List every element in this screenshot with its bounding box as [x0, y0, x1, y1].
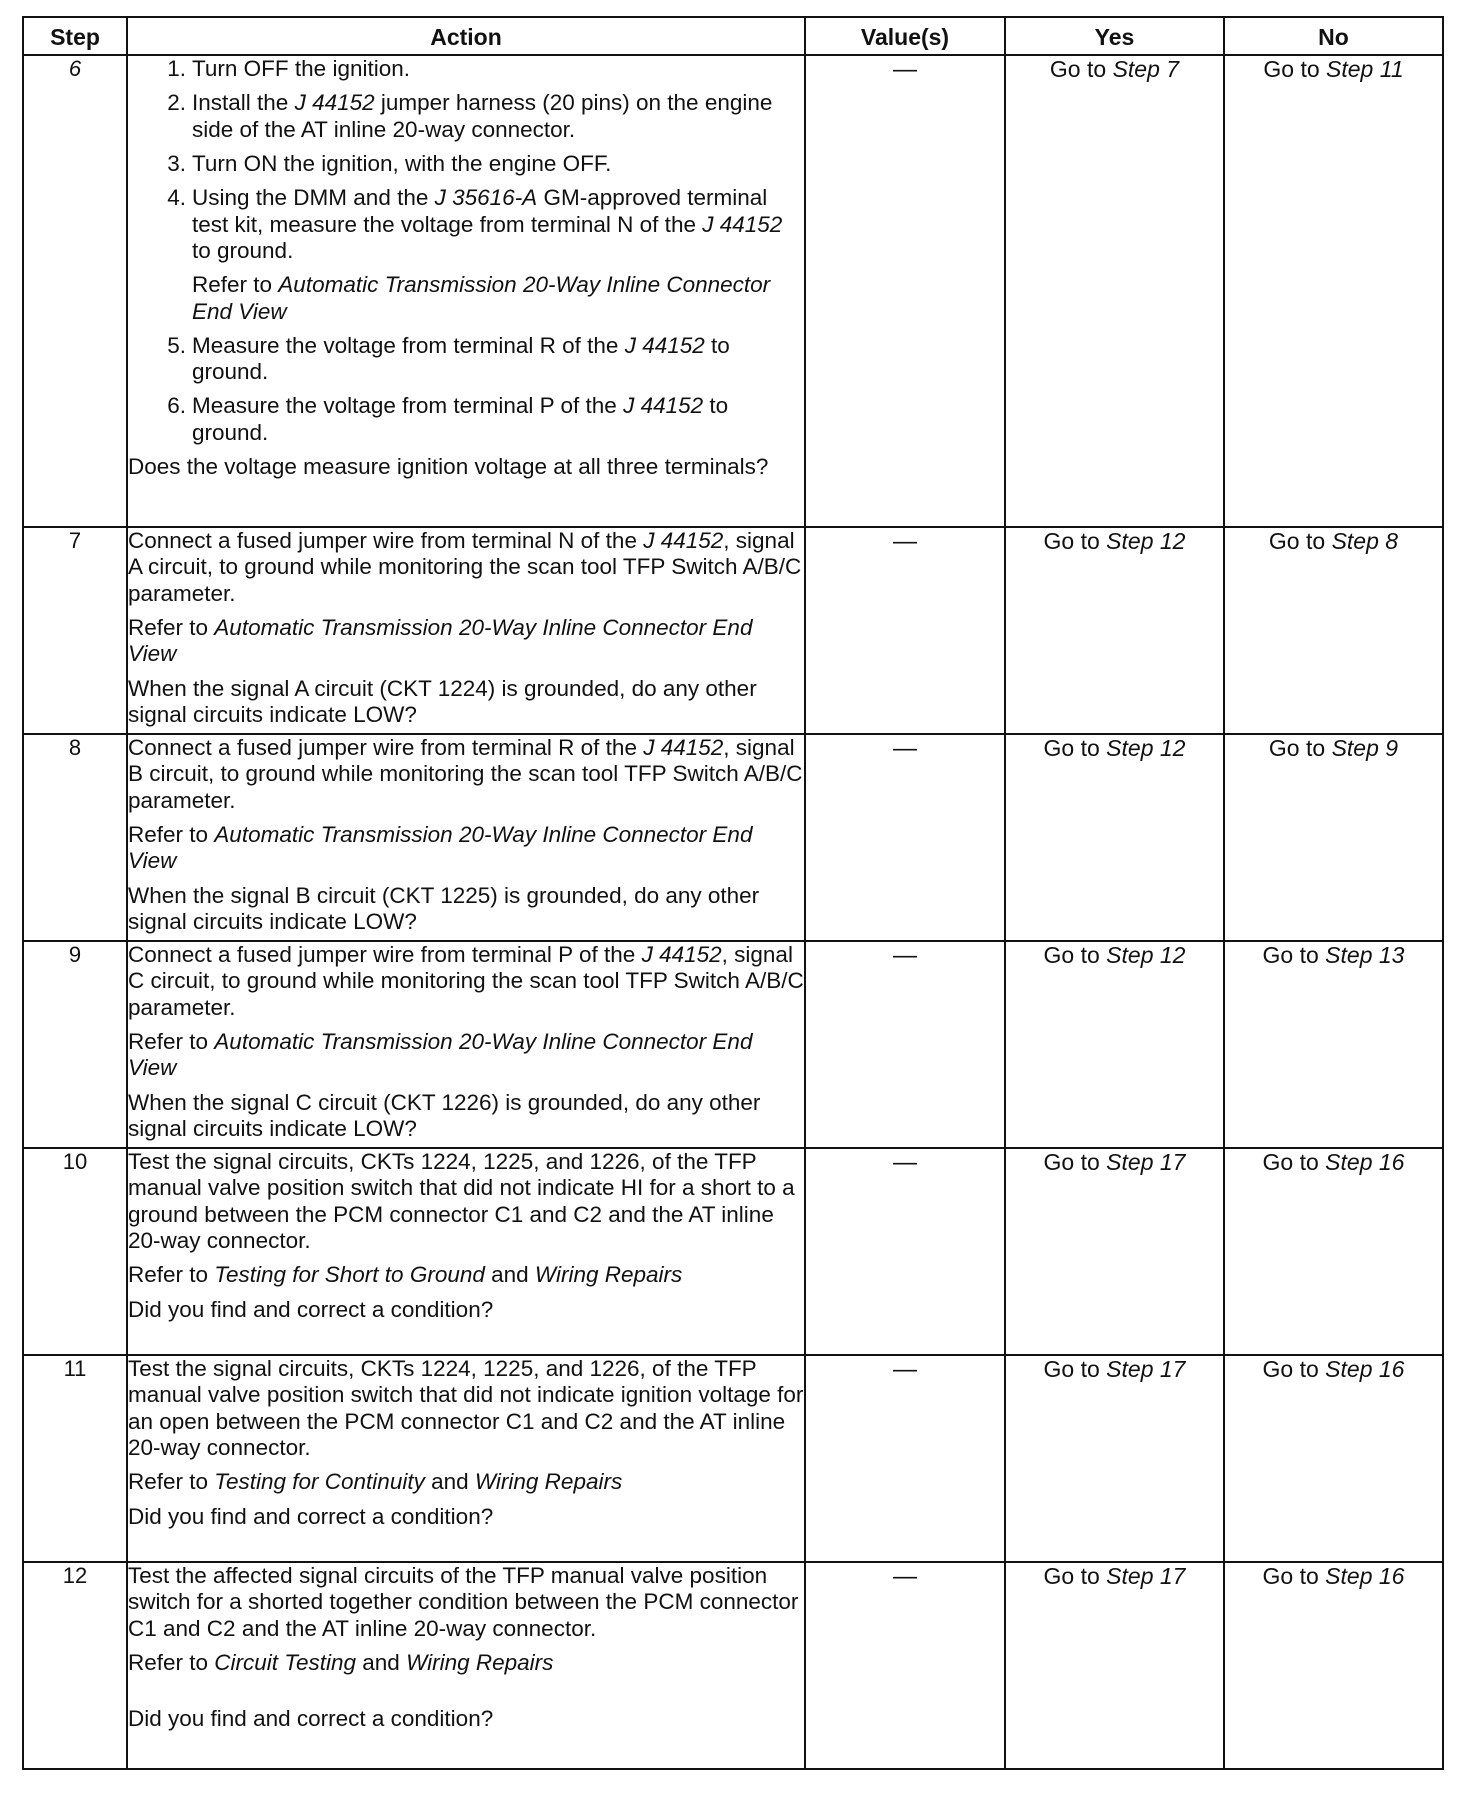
value-cell: — [805, 1355, 1005, 1562]
go-to-prefix: Go to [1268, 528, 1332, 554]
instruction [128, 1356, 804, 1461]
step-number: 8 [23, 734, 127, 941]
step-number: 6 [23, 55, 127, 527]
yes-go-to [1005, 941, 1224, 1148]
action-text: and [356, 1649, 407, 1675]
action-text: Turn ON the ignition, with the engine OFF. [192, 150, 612, 176]
go-to-prefix: Go to [1049, 56, 1113, 82]
action-text: to ground. [192, 393, 729, 445]
action-text: When the signal A circuit (CKT 1224) is grounded, do any other signal circuits indicate LOW? [128, 675, 757, 727]
header-step: Step [23, 17, 127, 55]
question [128, 676, 804, 729]
action-text: Measure the voltage from terminal R of the [192, 332, 625, 358]
go-to-target: Step 7 [1112, 56, 1180, 82]
action-text: Connect a fused jumper wire from terminal R of the [128, 735, 644, 760]
go-to-target: Step 13 [1325, 942, 1405, 968]
yes-go-to [1005, 1148, 1224, 1355]
reference-text: Wiring Repairs [474, 1469, 623, 1495]
go-to-target: Step 17 [1106, 1149, 1186, 1175]
reference-text: Automatic Transmission 20-Way Inline Connector End View [128, 821, 753, 874]
go-to-target: Step 11 [1326, 56, 1404, 82]
instruction [128, 1029, 804, 1082]
go-to-prefix: Go to [1043, 735, 1107, 761]
go-to-target: Step 12 [1106, 528, 1186, 554]
reference-text: Testing for Short to Ground [214, 1262, 485, 1288]
action-text: Did you find and correct a condition? [128, 1706, 494, 1732]
numbered-item [128, 185, 804, 264]
table-row [23, 55, 1443, 527]
table-body [23, 55, 1443, 1769]
item-number: 6. [167, 393, 186, 419]
reference-text: Automatic Transmission 20-Way Inline Connector End View [128, 1028, 753, 1081]
action-text: Refer to [128, 821, 215, 847]
action-text: and [484, 1262, 535, 1288]
table-row [23, 1562, 1443, 1769]
reference-text: Automatic Transmission 20-Way Inline Connector End View [128, 614, 753, 667]
question: Does the voltage measure ignition voltage at all three terminals? [128, 454, 769, 480]
action-text: Measure the voltage from terminal P of the [192, 393, 624, 419]
value-cell: — [805, 941, 1005, 1148]
action-text: Test the affected signal circuits of the TFP manual valve position switch for a shorted together condition between the PCM connector C1 and C2 and the AT inline 20-way connector. [128, 1563, 799, 1641]
step-number: 12 [23, 1562, 127, 1769]
yes-go-to [1005, 527, 1224, 734]
action-text: Did you find and correct a condition? [128, 1296, 494, 1322]
instruction [128, 1563, 804, 1642]
value-cell: — [805, 734, 1005, 941]
action-cell [127, 1355, 805, 1562]
action-text: Test the signal circuits, CKTs 1224, 1225, and 1226, of the TFP manual valve position switch that did not indicate ignition voltage for an open between the PCM connector C1 and C2 and the AT inline 20-way connector. [128, 1356, 804, 1460]
instruction [128, 822, 804, 875]
item-number: 5. [167, 332, 186, 358]
yes-go-to [1005, 1355, 1224, 1562]
action-text: to ground. [192, 332, 730, 385]
action-text: Refer to [128, 1649, 215, 1675]
instruction [128, 615, 804, 668]
reference-text: Wiring Repairs [534, 1262, 683, 1288]
go-to-prefix: Go to [1043, 1149, 1107, 1175]
step-number: 10 [23, 1148, 127, 1355]
reference-text: J 44152 [702, 211, 783, 237]
no-go-to [1224, 734, 1443, 941]
table-row [23, 1355, 1443, 1562]
action-text: Turn OFF the ignition. [192, 56, 411, 81]
go-to-target: Step 17 [1106, 1356, 1186, 1382]
reference-text: Wiring Repairs [406, 1649, 554, 1675]
numbered-item [128, 393, 804, 446]
item-number: 1. [167, 56, 186, 81]
question [128, 1706, 804, 1732]
go-to-target: Step 16 [1325, 1149, 1405, 1175]
go-to-prefix: Go to [1262, 1149, 1326, 1175]
header-no: No [1224, 17, 1443, 55]
yes-go-to [1005, 734, 1224, 941]
reference-text: J 44152 [643, 735, 724, 760]
action-cell [127, 55, 805, 527]
reference-text: J 35616-A [434, 185, 538, 211]
sub-note [128, 272, 804, 325]
go-to-prefix: Go to [1043, 528, 1107, 554]
action-text: jumper harness (20 pins) on the engine side of the AT inline 20-way connector. [192, 90, 773, 142]
go-to-prefix: Go to [1043, 1563, 1107, 1589]
action-text: and [424, 1469, 475, 1495]
reference-text: Testing for Continuity [214, 1469, 425, 1495]
question [128, 883, 804, 936]
no-go-to [1224, 1562, 1443, 1769]
action-text: , signal B circuit, to ground while monitoring the scan tool TFP Switch A/B/C parameter. [128, 735, 803, 813]
go-to-prefix: Go to [1262, 942, 1326, 968]
action-cell [127, 941, 805, 1148]
action-text: , signal A circuit, to ground while monitoring the scan tool TFP Switch A/B/C parameter. [128, 528, 802, 606]
instruction [128, 1149, 804, 1254]
action-cell [127, 1562, 805, 1769]
value-cell: — [805, 527, 1005, 734]
no-go-to [1224, 55, 1443, 527]
question [128, 1297, 804, 1323]
step-number: 7 [23, 527, 127, 734]
header-row [23, 17, 1443, 55]
reference-text: J 44152 [294, 90, 375, 116]
action-text: When the signal B circuit (CKT 1225) is grounded, do any other signal circuits indicate LOW? [128, 882, 760, 934]
go-to-target: Step 16 [1325, 1356, 1405, 1382]
header-values: Value(s) [805, 17, 1005, 55]
no-go-to [1224, 941, 1443, 1148]
action-text: Using the DMM and the [192, 185, 435, 211]
yes-go-to [1005, 55, 1224, 527]
table-row [23, 941, 1443, 1148]
no-go-to [1224, 1148, 1443, 1355]
item-number: 2. [167, 90, 186, 116]
action-text: Connect a fused jumper wire from terminal P of the [128, 942, 642, 967]
value-cell: — [805, 55, 1005, 527]
go-to-prefix: Go to [1043, 942, 1107, 968]
reference-text: J 44152 [641, 942, 722, 967]
action-text: Refer to [128, 614, 215, 640]
action-text: Refer to [128, 1469, 215, 1495]
step-number: 9 [23, 941, 127, 1148]
action-text: Connect a fused jumper wire from terminal N of the [128, 528, 644, 553]
header-yes: Yes [1005, 17, 1224, 55]
action-text: When the signal C circuit (CKT 1226) is grounded, do any other signal circuits indicate LOW? [128, 1089, 761, 1141]
step-number: 11 [23, 1355, 127, 1562]
go-to-target: Step 17 [1106, 1563, 1186, 1589]
numbered-item [128, 90, 804, 143]
numbered-item [128, 151, 804, 177]
go-to-target: Step 16 [1325, 1563, 1405, 1589]
go-to-prefix: Go to [1262, 1356, 1326, 1382]
instruction [128, 735, 804, 814]
reference-text: J 44152 [623, 393, 704, 419]
item-number: 3. [167, 150, 186, 176]
action-text: Refer to [128, 1262, 215, 1288]
yes-go-to [1005, 1562, 1224, 1769]
action-text: GM-approved terminal test kit, measure the voltage from terminal N of the [192, 185, 768, 237]
reference-text: J 44152 [624, 332, 705, 358]
table-row [23, 527, 1443, 734]
go-to-prefix: Go to [1262, 1563, 1326, 1589]
action-cell [127, 1148, 805, 1355]
instruction [128, 1469, 804, 1495]
no-go-to [1224, 527, 1443, 734]
question [128, 1504, 804, 1530]
action-text: , signal C circuit, to ground while monitoring the scan tool TFP Switch A/B/C parameter. [128, 942, 804, 1020]
table-row [23, 1148, 1443, 1355]
go-to-target: Step 12 [1106, 942, 1186, 968]
value-cell: — [805, 1148, 1005, 1355]
action-text: Test the signal circuits, CKTs 1224, 1225, and 1226, of the TFP manual valve position switch that did not indicate HI for a short to a ground between the PCM connector C1 and C2 and the AT inline 20-way connector. [128, 1149, 795, 1253]
go-to-target: Step 8 [1331, 528, 1399, 554]
action-text: Did you find and correct a condition? [128, 1503, 494, 1529]
action-cell [127, 734, 805, 941]
reference-text: J 44152 [643, 528, 724, 553]
instruction [128, 942, 804, 1021]
go-to-prefix: Go to [1268, 735, 1332, 761]
action-text: to ground. [192, 237, 294, 263]
action-cell [127, 527, 805, 734]
go-to-target: Step 9 [1331, 735, 1399, 761]
numbered-item [128, 56, 804, 82]
action-text: Install the [192, 90, 295, 116]
no-go-to [1224, 1355, 1443, 1562]
value-cell: — [805, 1562, 1005, 1769]
spacer [128, 1684, 804, 1706]
reference-text: Automatic Transmission 20-Way Inline Connector End View [192, 272, 771, 324]
action-text: Refer to [192, 272, 279, 298]
question [128, 1090, 804, 1143]
go-to-target: Step 12 [1106, 735, 1186, 761]
instruction [128, 1650, 804, 1676]
go-to-prefix: Go to [1263, 56, 1327, 82]
go-to-prefix: Go to [1043, 1356, 1107, 1382]
diagnostic-table [22, 16, 1444, 1770]
instruction [128, 528, 804, 607]
reference-text: Circuit Testing [214, 1649, 357, 1675]
numbered-item [128, 333, 804, 386]
instruction [128, 1262, 804, 1288]
header-action: Action [127, 17, 805, 55]
action-text: Refer to [128, 1028, 215, 1054]
item-number: 4. [167, 185, 186, 211]
table-row [23, 734, 1443, 941]
